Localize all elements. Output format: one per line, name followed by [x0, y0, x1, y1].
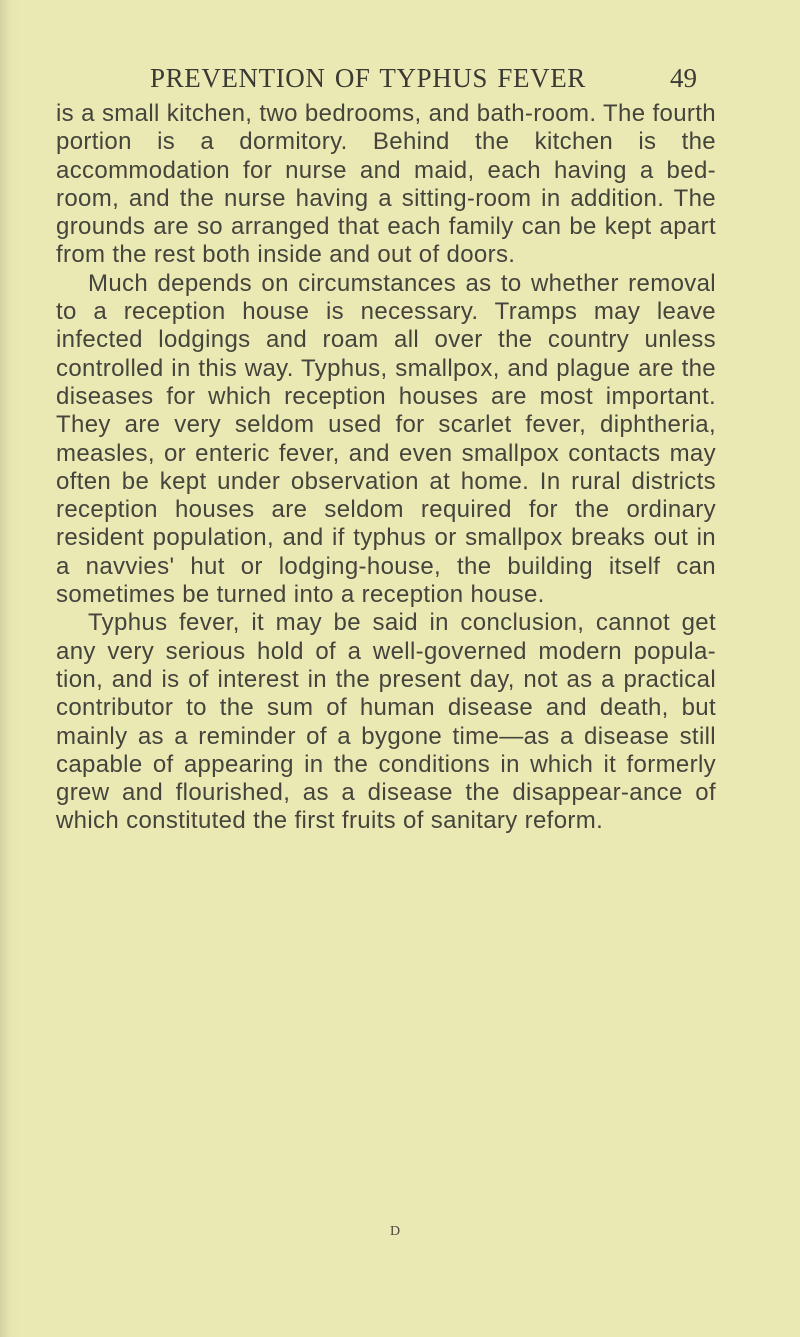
body-text	[56, 100, 716, 836]
running-title: PREVENTION OF TYPHUS FEVER	[150, 63, 586, 93]
paragraph: is a small kitchen, two bedrooms, and bath-room. The fourth portion is a dormitory. Behind the kitchen is the accommodation for nurse and maid, each having a bed-room, and the nurse having a sitting-room in addition. The grounds are so arranged that each family can be kept apart from the rest both inside and out of doors.	[56, 100, 716, 269]
page-number: 49	[670, 63, 697, 93]
paragraph: Much depends on circumstances as to whether removal to a reception house is necessary. Tramps may leave infected lodgings and roam all over the country unless controlled in this way. Typhus, smallpox, and plague are the diseases for which reception houses are most important. They are very seldom used for scarlet fever, diphtheria, measles, or enteric fever, and even smallpox contacts may often be kept under observation at home. In rural districts reception houses are seldom required for the ordinary resident population, and if typhus or smallpox breaks out in a navvies' hut or lodging-house, the building itself can sometimes be turned into a reception house.	[56, 269, 716, 609]
paragraph: Typhus fever, it may be said in conclusion, cannot get any very serious hold of a well-governed modern popula-tion, and is of interest in the present day, not as a practical contributor to the sum of human disease and death, but mainly as a reminder of a bygone time—as a disease still capable of appearing in the conditions in which it formerly grew and flourished, as a disease the disappear-ance of which constituted the first fruits of sanitary reform.	[56, 609, 716, 835]
signature-mark: D	[390, 1224, 401, 1239]
